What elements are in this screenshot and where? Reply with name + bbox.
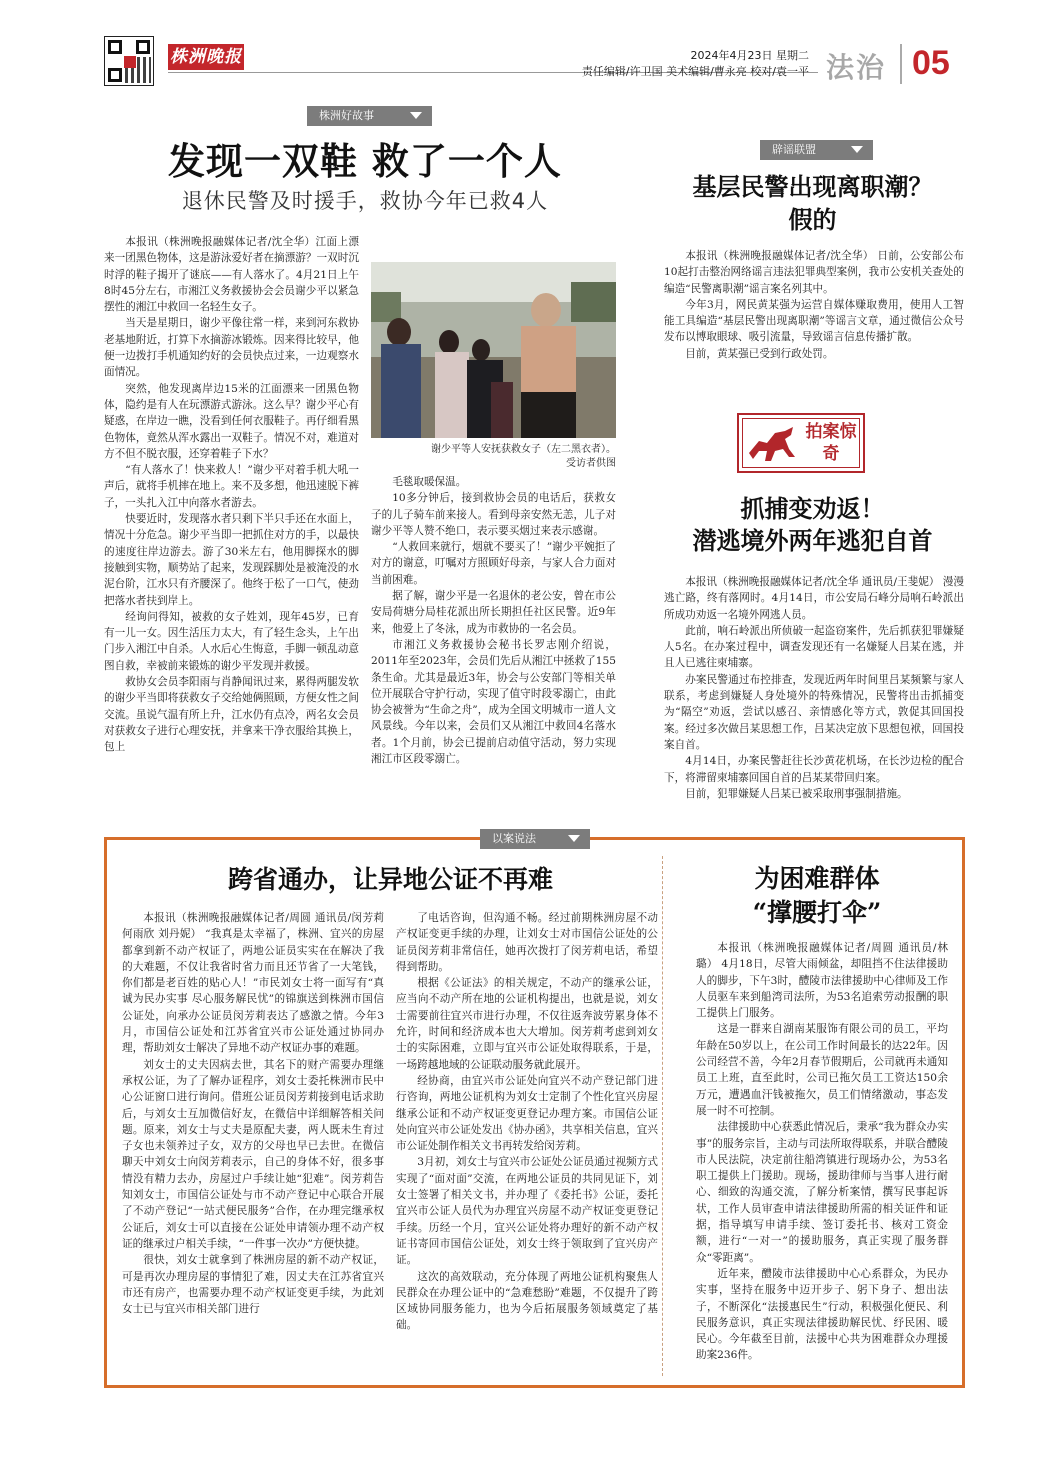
paragraph: “人救回来就行，烟就不要买了！”谢少平婉拒了对方的谢意，叮嘱对方照顾好母亲，与家人合力面对当前困难。 (371, 541, 616, 586)
paragraph: 经询问得知，被救的女子姓刘，现年45岁，已育有一儿一女。因生活压力太大，有了轻生念头，上午出门步入湘江中自杀。人水后心生悔意，手脚一顿乱动意图自救，幸被前来锻炼的谢少平发现并救援。 (104, 610, 359, 672)
paragraph: 经协商，由宜兴市公证处向宜兴不动产登记部门进行咨询，两地公证机构为刘女士定制了个性化宜兴房屋继承公证和不动产权证变更登记办理方案。市国信公证处向宜兴市公证处发出《协办函》，共享相关信息，宜兴市公证处制作相关文书再转发给闵芳莉。 (396, 1074, 658, 1153)
fugitive-headline-line2: 潜逃境外两年逃犯自首 (692, 526, 933, 555)
main-subhead: 退休民警及时援手，救协今年已救4人 (181, 189, 549, 213)
main-headline: 发现一双鞋 救了一个人 (168, 140, 562, 183)
fugitive-headline (660, 493, 965, 557)
legalaid-headline-line2: “撑腰打伞” (752, 898, 882, 927)
paragraph: 10多分钟后，接到救协会员的电话后，获救女子的儿子骑车前来接人。看到母亲安然无恙，儿子对谢少平等人赞不绝口，表示要买烟过来表示感谢。 (371, 492, 616, 537)
chevron-down-icon (410, 112, 422, 119)
rumor-tag (760, 140, 873, 160)
paragraph: 本报讯（株洲晚报融媒体记者/周圆 通讯员/林璐） 4月18日，尽管大雨倾盆，却阻挡不住法律援助人的脚步，下午3时，醴陵市法律援助中心律师及工作人员驱车来到船湾司法所，为53名追索劳动报酬的职工提供上门服务。 (696, 942, 948, 1020)
notary-column-2 (396, 910, 658, 1334)
section-name: 法治 (826, 51, 887, 84)
chevron-down-icon (568, 835, 580, 842)
paragraph: 当天是星期日，谢少平像往常一样，来到河东救协老基地附近，打算下水摘游冰锻炼。因来得比较早，他便一边拨打手机通知约好的会员快点过来，一边观察水面情况。 (104, 317, 359, 379)
paragraph: 4月14日，办案民警赶往长沙黄花机场，在长沙边检的配合下，将滞留柬埔寨回国自首的吕某某带回归案。 (664, 755, 964, 784)
paragraph: 突然，他发现离岸边15米的江面漂来一团黑色物体，隐约是有人在玩漂游式游泳。这么早？谢少平心有疑惑，在岸边一瞧，没看到任何衣服鞋子。再仔细看黑色物体，竟然从浑水露出一双鞋子。情况不对，难道对方不但不脱衣服，还穿着鞋子下水？ (104, 382, 359, 460)
paragraph: 毛毯取暖保温。 (392, 476, 467, 488)
fugitive-body (664, 574, 964, 802)
page-number: 05 (912, 44, 950, 82)
rumor-body (664, 248, 964, 362)
paragraph: 近年来，醴陵市法律援助中心心系群众，为民办实事，坚持在服务中迈开步子、躬下身子、想出法子，不断深化“法援惠民生”行动，积极强化便民、利民服务意识，真正实现法律援助解民忧、纾民困、暖民心。今年截至目前，法援中心共为困难群众办理援助案236件。 (696, 1267, 948, 1362)
main-column-1 (104, 234, 359, 756)
paragraph: 很快，刘女士就拿到了株洲房屋的新不动产权证，可是再次办理房屋的事情犯了难，因丈夫在江苏省宜兴市还有房产，也需要办理不动产权证变更手续，为此刘女士已与宜兴市相关部门进行 (122, 1254, 384, 1316)
paragraph: 市湘江义务救援协会秘书长罗志刚介绍说，2011年至2023年，会员们先后从湘江中拯救了155条生命。尤其是最近3年，协会与公安部门等相关单位开展联合守护行动，实现了值守时段零溺亡，由此协会被誉为“生命之舟”，成为全国文明城市一道人文风景线。今年以来，会员们又从湘江中救回4名落水者。1个月前，协会已提前启动值守活动，努力实现湘江市区段零溺亡。 (371, 638, 616, 766)
paragraph: 刘女士的丈夫因病去世，其名下的财产需要办理继承权公证，为了了解办证程序，刘女士委托株洲市民中心公证窗口进行询问。借班公证员闵芳莉接到电话求助后，与刘女士互加微信好友，在微信中详细解答相关问题。原来，刘女士与丈夫是原配夫妻，两人既未生育过子女也未领养过子女，双方的父母也早已去世。在微信聊天中刘女士向闵芳莉表示，自己的身体不好，很多事情没有精力去办，房屋过户手续让她“犯难”。闵芳莉告知刘女士，市国信公证处与市不动产登记中心联合开展了不动产登记“一站式便民服务”合作，在办理完继承权公证后，刘女士可以直接在公证处申请领办理不动产权证的继承过户相关手续，“一件事一次办”方便快捷。 (122, 1058, 384, 1250)
section-divider (900, 44, 902, 84)
paragraph: 办案民警通过布控排查，发现近两年时间里吕某频繁与家人联系，考虑到嫌疑人身处境外的特殊情况，民警将出击抓捕变为“隔空”劝返，尝试以感召、亲情感化等方式，敦促其回国投案。经过多次做吕某思想工作，吕某决定放下思想包袱，回国投案自首。 (664, 673, 964, 751)
paragraph: 据了解，谢少平是一名退休的老公安，曾在市公安局荷塘分局桂花派出所长期担任社区民警。近9年来，他爱上了冬泳，成为市救协的一名会员。 (371, 590, 616, 635)
case-tag (480, 829, 590, 849)
paragraph: 本报讯（株洲晚报融媒体记者/沈全华 通讯员/王斐妮） 漫漫逃亡路，终有落网时。4月14日，市公安局石峰分局响石岭派出所成功劝返一名境外网逃人员。 (664, 576, 964, 621)
legalaid-headline (672, 862, 962, 930)
photo-caption-block (371, 443, 616, 471)
paragraph: 根据《公证法》的相关规定，不动产的继承公证，应当向不动产所在地的公证机构提出，也就是说，刘女士需要前往宜兴市进行办理，不仅往返奔波劳累身体不允许，时间和经济成本也大大增加。闵芳莉考虑到刘女士的实际困难，立即与宜兴市公证处取得联系，于是，一场跨越地域的公证联动服务就此展开。 (396, 977, 658, 1071)
paragraph: 此前，响石岭派出所侦破一起盗窃案件，先后抓获犯罪嫌疑人5名。在办案过程中，调查发现还有一名嫌疑人吕某在逃，并且人已逃往柬埔寨。 (664, 624, 964, 670)
story-tag-label: 株洲好故事 (319, 109, 374, 122)
main-column-2 (371, 474, 616, 767)
editor-credits: 责任编辑/许卫国 美术编辑/曹永亮 校对/袁一平 (581, 65, 809, 78)
paragraph: 今年3月，网民黄某强为运营自媒体赚取费用，使用人工智能工具编造“基层民警出现离职潮”等谣言文章，通过微信公众号发布以博取眼球、吸引流量，导致谣言信息传播扩散。 (664, 298, 964, 344)
case-tag-label: 以案说法 (492, 832, 536, 845)
rumor-headline (660, 170, 965, 236)
paragraph: 这次的高效联动，充分体现了两地公证机构聚焦人民群众在办理公证中的“急难愁盼”难题，不仅提升了跨区域协同服务能力，也为今后拓展服务领域奠定了基础。 (396, 1270, 658, 1332)
rumor-tag-label: 辟谣联盟 (772, 143, 816, 156)
photo-caption: 谢少平等人安抚获救女子（左二黑衣者）。 (431, 444, 616, 455)
paragraph: 3月初，刘女士与宜兴市公证处公证员通过视频方式实现了“面对面”交流，在两地公证员的共同见证下，刘女士签署了相关文书，并办理了《委托书》公证，委托宜兴市公证人员代为办理宜兴房屋不动产权证变更登记手续。历经一个月，宜兴公证处将办理好的新不动产权证书寄回市国信公证处，刘女士终于领取到了宜兴房产证。 (396, 1156, 658, 1267)
photo-credit: 受访者供图 (566, 458, 616, 469)
issue-date: 2024年4月23日 星期二 (690, 49, 809, 62)
qr-code (104, 36, 154, 86)
fugitive-headline-line1: 抓捕变劝返！ (740, 494, 885, 523)
paragraph: 快要近时，发现落水者只剩下半只手还在水面上，情况十分危急。谢少平当即一把抓住对方的手，以最快的速度往岸边游去。游了30米左右，他用脚探水的脚接触到实物，顺势站了起来，发现踩脚处是被淹没的水泥台阶，江水只有齐腰深了。他终于松了一口气，使劲把落水者扶到岸上。 (104, 513, 359, 607)
paragraph: 本报讯（株洲晚报融媒体记者/周圆 通讯员/闵芳莉 何雨欣 刘丹妮） “我真是太幸福了，株洲、宜兴的房屋都拿到新不动产权证了，两地公证员实实在在解决了我的大难题，不仅让我省时省力而且还节省了一大笔钱，你们都是老百姓的贴心人！”市民刘女士将一面写有“真诚为民办实事 尽心服务解民忧”的锦旗送到株洲市国信公证处，向承办公证员闵芳莉表达了感激之情。今年3月，市国信公证处和江苏省宜兴市公证处通过协同办理，帮助刘女士解决了异地不动产权证办事的难题。 (122, 912, 384, 1055)
seal-emblem (737, 413, 865, 473)
paragraph: 本报讯（株洲晚报融媒体记者/沈全华）江面上漂来一团黑色物体，这是游泳爱好者在摘漂游？一双时沉时浮的鞋子揭开了谜底——有人落水了。4月21日上午8时45分左右，市湘江义务救援协会会员谢少平以紧急摆性的湘江中救回一名轻生女子。 (104, 236, 359, 314)
paragraph: 了电话咨询，但沟通不畅。经过前期株洲房屋不动产权证变更手续的办理，让刘女士对市国信公证处的公证员闵芳莉非常信任，她再次拨打了闵芳莉电话，希望得到帮助。 (396, 912, 658, 973)
paragraph: 目前，黄某强已受到行政处罚。 (685, 347, 834, 360)
paragraph: 本报讯（株洲晚报融媒体记者/沈全华） 日前，公安部公布10起打击整治网络谣言违法犯罪典型案例，我市公安机关查处的编造“民警离职潮”谣言案名列其中。 (664, 250, 964, 295)
paragraph: 法律援助中心获悉此情况后，秉承“我为群众办实事”的服务宗旨，主动与司法所取得联系，并联合醴陵市人民法院，决定前往船湾镇进行现场办公，为53名职工提供上门援助。现场，援助律师与当事人进行耐心、细致的沟通交流，了解分析案情，撰写民事起诉状，工作人员审查申请法律援助所需的相关证件和证据，指导填写申请手续、签订委托书、核对工资金额，进行“一对一”的援助服务，真正实现了服务群众“零距离”。 (696, 1121, 948, 1264)
notary-column-1 (122, 910, 384, 1317)
paragraph: “有人落水了！快来救人！”谢少平对着手机大吼一声后，就将手机摔在地上。来不及多想，他迅速脱下裤子，一头扎入江中向落水者游去。 (104, 464, 359, 509)
rumor-headline-line2: 假的 (788, 205, 837, 234)
chevron-down-icon (851, 146, 863, 153)
box-divider (662, 856, 663, 1376)
paragraph: 救协女会员李阳雨与肖静闻讯过来，累得两腿发软的谢少平当即将获救女子交给她俩照顾，方便女性之间交流。虽说气温有所上升，江水仍有点冷，两名女会员对获救女子进行心理安抚，并拿来干净衣服给其换上，包上 (104, 676, 359, 754)
rumor-headline-line1: 基层民警出现离职潮？ (692, 172, 933, 201)
paragraph: 这是一群来自湖南某服饰有限公司的员工，平均年龄在50岁以上，在公司工作时间最长的达22年。因公司经营不善，今年2月春节假期后，公司就再未通知员工上班，直至此时，公司已拖欠员工工资达150余万元，遭遇血汗钱被拖欠，员工们情绪激动，事态发展一时不可控制。 (696, 1023, 948, 1117)
seal-text: 拍案惊奇 (805, 422, 857, 464)
issue-meta (582, 48, 809, 80)
news-photo (371, 262, 616, 438)
legalaid-headline-line1: 为困难群体 (754, 864, 880, 893)
newspaper-logo: 株洲晚报 (168, 44, 244, 70)
story-tag (307, 106, 432, 126)
legalaid-body (696, 940, 948, 1364)
notary-headline: 跨省通办，让异地公证不再难 (227, 865, 553, 894)
paragraph: 目前，犯罪嫌疑人吕某已被采取刑事强制措施。 (685, 787, 908, 800)
